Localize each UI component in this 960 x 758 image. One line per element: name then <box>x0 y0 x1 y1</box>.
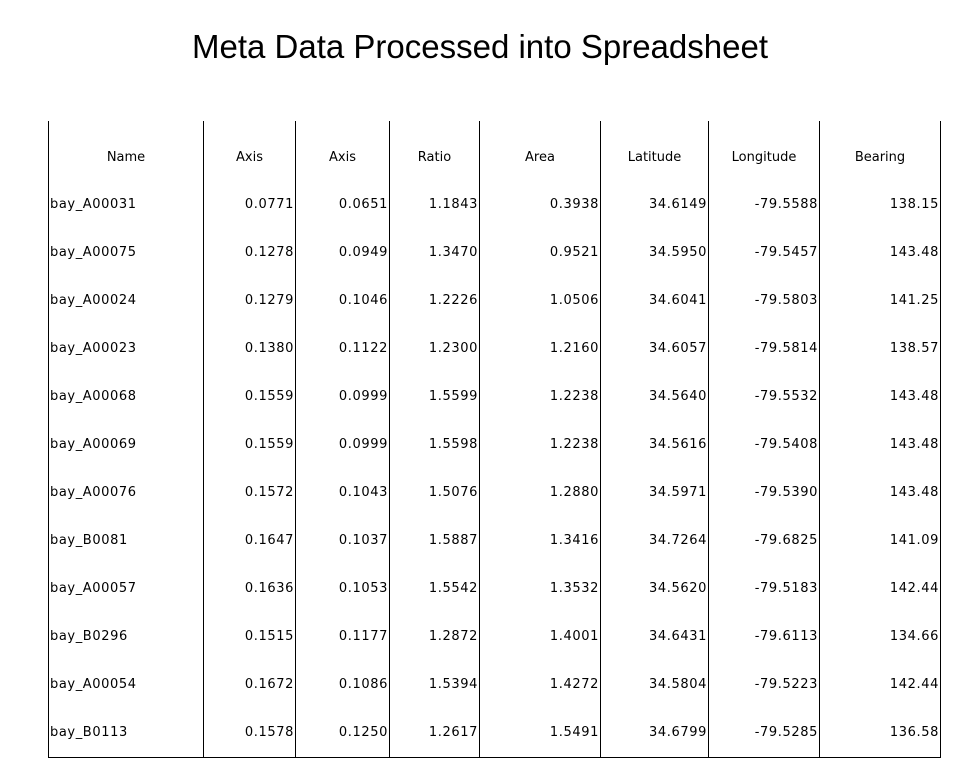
cell-axis-1: 0.1559 <box>204 429 296 477</box>
column-header-ratio: Ratio <box>390 121 480 189</box>
cell-longitude: -79.5183 <box>709 573 820 621</box>
column-header-axis-2: Axis <box>296 121 390 189</box>
cell-ratio: 1.2617 <box>390 717 480 758</box>
cell-axis-2: 0.1250 <box>296 717 390 758</box>
cell-axis-2: 0.1037 <box>296 525 390 573</box>
cell-area: 1.2238 <box>480 429 601 477</box>
cell-bearing: 142.44 <box>820 573 941 621</box>
cell-bearing: 138.57 <box>820 333 941 381</box>
cell-area: 1.3416 <box>480 525 601 573</box>
cell-ratio: 1.2300 <box>390 333 480 381</box>
cell-longitude: -79.5285 <box>709 717 820 758</box>
cell-area: 1.5491 <box>480 717 601 758</box>
cell-name: bay_A00024 <box>49 285 204 333</box>
cell-bearing: 143.48 <box>820 381 941 429</box>
cell-latitude: 34.5804 <box>601 669 709 717</box>
cell-name: bay_A00023 <box>49 333 204 381</box>
cell-ratio: 1.5598 <box>390 429 480 477</box>
cell-latitude: 34.5616 <box>601 429 709 477</box>
cell-area: 0.3938 <box>480 189 601 237</box>
cell-bearing: 143.48 <box>820 237 941 285</box>
table-row <box>49 333 941 381</box>
header-row <box>49 121 941 189</box>
cell-area: 1.0506 <box>480 285 601 333</box>
cell-longitude: -79.5408 <box>709 429 820 477</box>
cell-name: bay_A00054 <box>49 669 204 717</box>
table-row <box>49 573 941 621</box>
table-row <box>49 669 941 717</box>
column-header-longitude: Longitude <box>709 121 820 189</box>
cell-longitude: -79.5457 <box>709 237 820 285</box>
cell-name: bay_B0113 <box>49 717 204 758</box>
cell-axis-2: 0.1046 <box>296 285 390 333</box>
cell-axis-2: 0.1053 <box>296 573 390 621</box>
cell-bearing: 141.09 <box>820 525 941 573</box>
cell-name: bay_B0081 <box>49 525 204 573</box>
cell-name: bay_B0296 <box>49 621 204 669</box>
cell-axis-1: 0.1515 <box>204 621 296 669</box>
cell-area: 1.3532 <box>480 573 601 621</box>
cell-latitude: 34.6041 <box>601 285 709 333</box>
cell-axis-1: 0.1380 <box>204 333 296 381</box>
cell-ratio: 1.5542 <box>390 573 480 621</box>
cell-bearing: 136.58 <box>820 717 941 758</box>
cell-longitude: -79.5223 <box>709 669 820 717</box>
column-header-area: Area <box>480 121 601 189</box>
cell-bearing: 143.48 <box>820 477 941 525</box>
cell-longitude: -79.5588 <box>709 189 820 237</box>
cell-area: 1.4001 <box>480 621 601 669</box>
cell-name: bay_A00068 <box>49 381 204 429</box>
cell-axis-2: 0.0999 <box>296 429 390 477</box>
table-row <box>49 285 941 333</box>
cell-latitude: 34.5950 <box>601 237 709 285</box>
cell-axis-1: 0.1559 <box>204 381 296 429</box>
cell-axis-1: 0.1572 <box>204 477 296 525</box>
cell-ratio: 1.5599 <box>390 381 480 429</box>
cell-axis-1: 0.1578 <box>204 717 296 758</box>
cell-axis-2: 0.0651 <box>296 189 390 237</box>
column-header-name: Name <box>49 121 204 189</box>
spreadsheet-table <box>48 121 941 758</box>
cell-name: bay_A00075 <box>49 237 204 285</box>
cell-area: 1.2238 <box>480 381 601 429</box>
cell-name: bay_A00031 <box>49 189 204 237</box>
cell-longitude: -79.5390 <box>709 477 820 525</box>
table-row <box>49 381 941 429</box>
cell-ratio: 1.5394 <box>390 669 480 717</box>
cell-axis-1: 0.1636 <box>204 573 296 621</box>
cell-ratio: 1.5076 <box>390 477 480 525</box>
cell-area: 1.2160 <box>480 333 601 381</box>
cell-bearing: 142.44 <box>820 669 941 717</box>
cell-area: 1.2880 <box>480 477 601 525</box>
column-header-axis-1: Axis <box>204 121 296 189</box>
table-row <box>49 525 941 573</box>
cell-latitude: 34.6057 <box>601 333 709 381</box>
cell-ratio: 1.1843 <box>390 189 480 237</box>
cell-axis-2: 0.1086 <box>296 669 390 717</box>
cell-name: bay_A00069 <box>49 429 204 477</box>
cell-ratio: 1.5887 <box>390 525 480 573</box>
cell-latitude: 34.6149 <box>601 189 709 237</box>
cell-latitude: 34.5620 <box>601 573 709 621</box>
cell-axis-1: 0.1279 <box>204 285 296 333</box>
cell-longitude: -79.5814 <box>709 333 820 381</box>
cell-axis-1: 0.0771 <box>204 189 296 237</box>
cell-bearing: 141.25 <box>820 285 941 333</box>
cell-longitude: -79.5532 <box>709 381 820 429</box>
table-row <box>49 621 941 669</box>
cell-latitude: 34.6431 <box>601 621 709 669</box>
cell-axis-2: 0.0949 <box>296 237 390 285</box>
table-row <box>49 189 941 237</box>
cell-axis-2: 0.0999 <box>296 381 390 429</box>
page-title: Meta Data Processed into Spreadsheet <box>191 28 768 65</box>
cell-axis-2: 0.1122 <box>296 333 390 381</box>
cell-longitude: -79.6113 <box>709 621 820 669</box>
cell-axis-1: 0.1278 <box>204 237 296 285</box>
column-header-latitude: Latitude <box>601 121 709 189</box>
cell-bearing: 143.48 <box>820 429 941 477</box>
column-header-bearing: Bearing <box>820 121 941 189</box>
cell-axis-1: 0.1647 <box>204 525 296 573</box>
cell-latitude: 34.5971 <box>601 477 709 525</box>
cell-area: 0.9521 <box>480 237 601 285</box>
cell-latitude: 34.7264 <box>601 525 709 573</box>
cell-latitude: 34.5640 <box>601 381 709 429</box>
cell-bearing: 138.15 <box>820 189 941 237</box>
cell-latitude: 34.6799 <box>601 717 709 758</box>
cell-axis-2: 0.1177 <box>296 621 390 669</box>
cell-axis-1: 0.1672 <box>204 669 296 717</box>
cell-ratio: 1.2872 <box>390 621 480 669</box>
cell-bearing: 134.66 <box>820 621 941 669</box>
cell-ratio: 1.2226 <box>390 285 480 333</box>
table-row <box>49 717 941 758</box>
cell-longitude: -79.6825 <box>709 525 820 573</box>
table-row <box>49 237 941 285</box>
cell-name: bay_A00057 <box>49 573 204 621</box>
table-row <box>49 429 941 477</box>
cell-longitude: -79.5803 <box>709 285 820 333</box>
cell-area: 1.4272 <box>480 669 601 717</box>
table-row <box>49 477 941 525</box>
cell-ratio: 1.3470 <box>390 237 480 285</box>
cell-name: bay_A00076 <box>49 477 204 525</box>
cell-axis-2: 0.1043 <box>296 477 390 525</box>
